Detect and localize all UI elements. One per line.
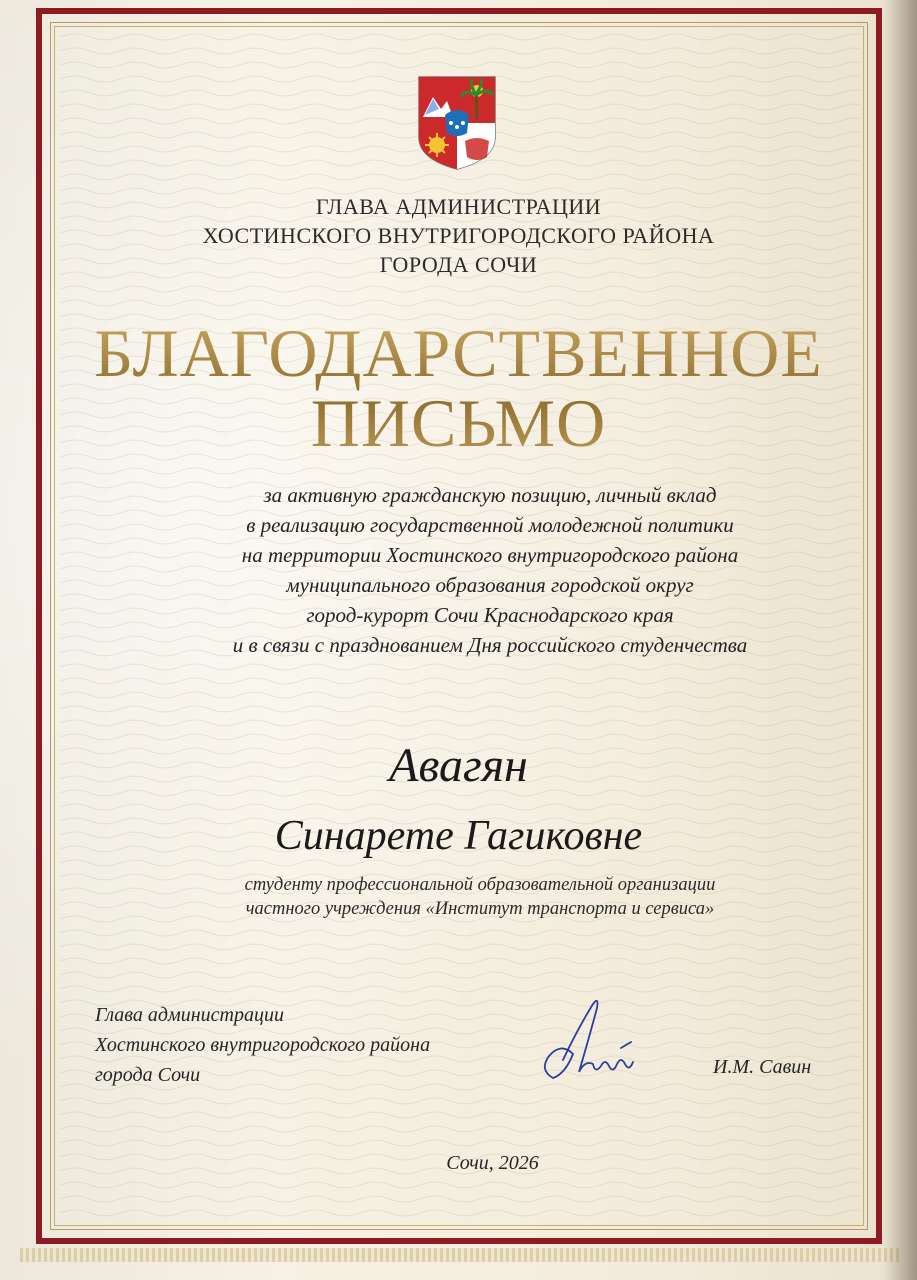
signatory-role — [95, 1000, 555, 1090]
issuer-header-line: ХОСТИНСКОГО ВНУТРИГОРОДСКОГО РАЙОНА — [202, 223, 715, 248]
title-line: БЛАГОДАРСТВЕННОЕ — [94, 315, 823, 391]
issuer-header — [0, 192, 917, 279]
title-line: ПИСЬМО — [310, 385, 607, 461]
recipient-given-names: Синарете Гагиковне — [274, 813, 643, 859]
issuer-header-line: ГОРОДА СОЧИ — [379, 252, 538, 277]
issuer-header-line: ГЛАВА АДМИНИСТРАЦИИ — [315, 194, 602, 219]
signatory-role-line: Хостинского внутригородского района — [95, 1034, 431, 1056]
reason-line: на территории Хостинского внутригородского района — [241, 543, 739, 567]
recipient-description — [160, 873, 800, 921]
reason-line: муниципального образования городской округ — [286, 573, 694, 597]
recipient-surname: Авагян — [389, 739, 528, 792]
award-reason — [60, 480, 917, 660]
document-title — [0, 315, 917, 461]
reason-line: и в связи с празднованием Дня российского студенчества — [232, 633, 748, 657]
reason-line: за активную гражданскую позицию, личный вклад — [263, 483, 717, 507]
reason-line: в реализацию государственной молодежной политики — [246, 513, 734, 537]
reason-line: город-курорт Сочи Краснодарского края — [306, 603, 674, 627]
recipient-description-line: студенту профессиональной образовательной организации — [244, 875, 716, 895]
signer-name: И.М. Савин — [713, 1056, 812, 1078]
signatory-role-line: Глава администрации — [95, 1004, 284, 1026]
signatory-role-line: города Сочи — [95, 1064, 201, 1086]
sochi-coat-of-arms-icon — [417, 75, 497, 171]
place-and-date: Сочи, 2026 — [446, 1152, 539, 1174]
recipient-description-line: частного учреждения «Институт транспорта и сервиса» — [245, 899, 715, 919]
handwritten-signature — [535, 990, 645, 1095]
bottom-ornament-strip — [20, 1248, 900, 1262]
